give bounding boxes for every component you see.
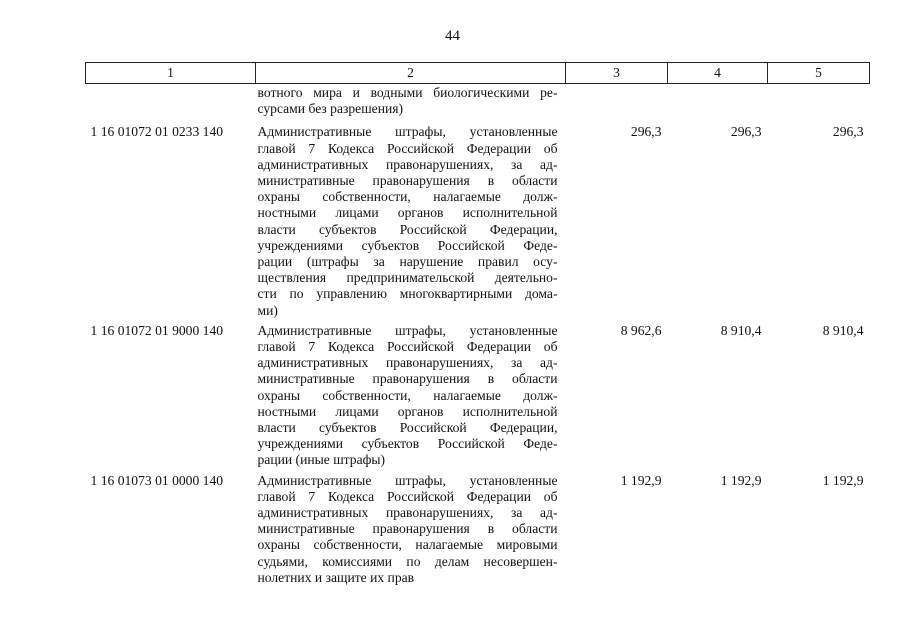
column-header-5: 5 [768,63,870,84]
description-line: министративные правонарушения в области [257,521,558,537]
value-cell [566,84,668,125]
description-line: рации (иные штрафы) [257,452,386,468]
table-body [86,84,870,591]
description-line: судьями, комиссиями по делам несовершен- [257,553,558,569]
amount-column-4: 1 192,9 [720,472,762,488]
column-header-3: 3 [566,63,668,84]
description-line: нолетних и защите их прав [257,569,415,585]
description-line: министративные правонарушения в области [257,371,558,387]
description-line: Административные штрафы, установленные [257,124,558,140]
description-line: сти по управлению многоквартирными дома- [257,286,558,302]
description-line: учреждениями субъектов Российской Феде- [257,237,558,253]
description-line: Административные штрафы, установленные [257,322,558,338]
description-line: вотного мира и водными биологическими ре- [257,85,558,100]
description-cell [256,124,566,322]
description-line: сурсами без разрешения) [257,101,404,117]
column-header-1: 1 [86,63,256,84]
amount-column-5: 296,3 [832,124,864,140]
budget-code: 1 16 01072 01 9000 140 [90,322,224,338]
value-cell [668,84,768,125]
description-line: главой 7 Кодекса Российской Федерации об [257,488,558,504]
description-line: административных правонарушениях, за ад- [257,505,558,521]
description-line: рации (штрафы за нарушение правил осу- [257,254,558,270]
column-header-4: 4 [668,63,768,84]
continuation-row [86,84,870,125]
table-row [86,323,870,473]
description-line: Административные штрафы, установленные [257,472,558,488]
description-line: административных правонарушениях, за ад- [257,355,558,371]
description-line: охраны собственности, налагаемые мировыми [257,537,558,553]
description-line: власти субъектов Российской Федерации, [257,420,558,436]
description-line: ми) [257,302,278,318]
description-cell [256,84,566,125]
amount-column-3: 1 192,9 [620,472,662,488]
description-line: охраны собственности, налагаемые долж- [257,189,558,205]
budget-code: 1 16 01073 01 0000 140 [90,472,224,488]
amount-column-5: 8 910,4 [822,322,864,338]
description-cell [256,473,566,590]
amount-column-4: 8 910,4 [720,322,762,338]
value-cell [768,84,870,125]
budget-table [85,62,870,590]
column-header-row [86,63,870,84]
amount-column-3: 8 962,6 [620,322,662,338]
budget-code: 1 16 01072 01 0233 140 [90,124,224,140]
table-row [86,473,870,590]
code-cell [86,84,256,125]
description-line: охраны собственности, налагаемые долж- [257,387,558,403]
page-number: 44 [445,28,460,44]
table-row [86,124,870,322]
description-line: главой 7 Кодекса Российской Федерации об [257,140,558,156]
amount-column-4: 296,3 [730,124,762,140]
description-line: главой 7 Кодекса Российской Федерации об [257,339,558,355]
description-line: ностными лицами органов исполнительной [257,205,558,221]
description-line: министративные правонарушения в области [257,173,558,189]
description-cell [256,323,566,473]
column-header-2: 2 [256,63,566,84]
description-line: власти субъектов Российской Федерации, [257,221,558,237]
description-line: административных правонарушениях, за ад- [257,156,558,172]
description-line: ностными лицами органов исполнительной [257,403,558,419]
amount-column-3: 296,3 [630,124,662,140]
amount-column-5: 1 192,9 [822,472,864,488]
description-line: учреждениями субъектов Российской Феде- [257,436,558,452]
description-line: ществления предпринимательской деятельно- [257,270,558,286]
